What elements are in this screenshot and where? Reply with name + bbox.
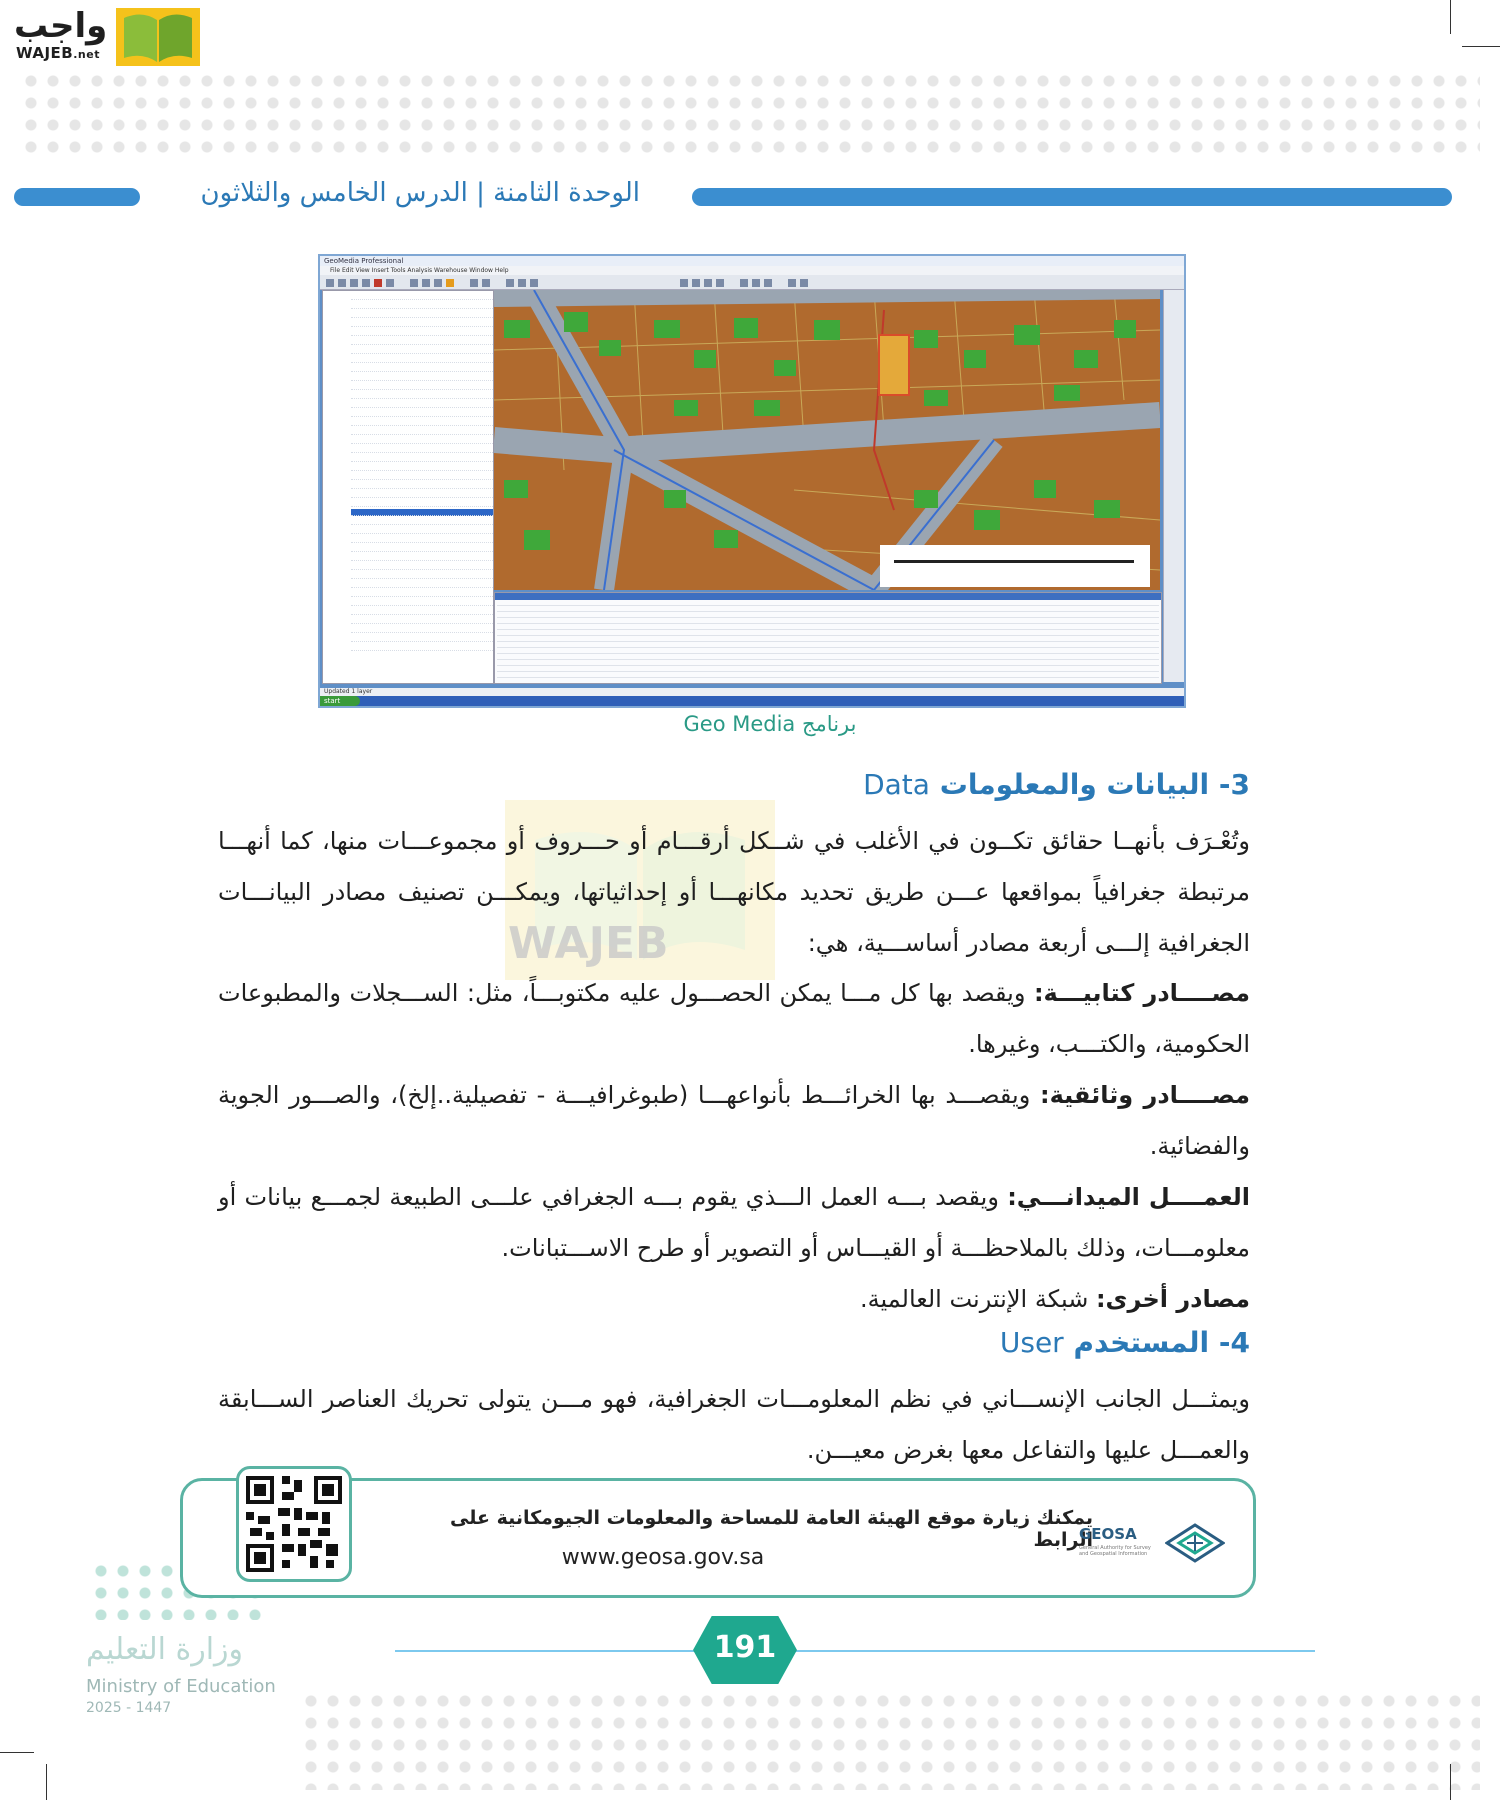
qr-code-icon [246,1476,342,1572]
section-4-title-en: User [999,1326,1064,1359]
geosa-visit-text: يمكنك زيارة موقع الهيئة العامة للمساحة والمعلومات الجيومكانية على الرابط [450,1507,1093,1551]
source-term: مصادر أخرى: [1095,1285,1250,1313]
watermark-text: WAJEB [508,918,669,969]
section-3-intro: وتُعْـرَف بأنهــا حقائق تكــون في الأغلب في شــكل أرقـــام أو حـــروف أو مجموعـــات منها، كما أنهـــا مرتبطة جغرافياً بمواقعها عـــن طريق تحديد مكانهـــا أو إحداثياتها، ويمكـــن تصنيف مصادر البيانـــات الجغرافية إلـــى أربعة مصادر أساســـية، هي: [218,827,1250,957]
crop-mark [1450,1764,1451,1800]
page-number: 191 [713,1630,777,1665]
source-item-other [218,1274,1250,1325]
source-term: العمــــل الميدانـــي: [1007,1183,1250,1211]
figure-caption: برنامج Geo Media [683,712,857,736]
header-bar-right [692,188,1452,206]
footer-line [395,1650,1315,1652]
source-desc: شبكة الإنترنت العالمية. [860,1285,1096,1313]
geosa-url[interactable]: www.geosa.gov.sa [561,1545,765,1570]
section-3-title-en: Data [863,768,930,801]
attribute-table [494,592,1162,684]
layer-control-panel [322,290,494,684]
page-number-badge [685,1610,805,1690]
footer-dots [300,1690,1480,1790]
wajeb-logo [12,6,192,66]
source-desc: ويقصد بـــه العمل الـــذي يقوم بـــه الجغرافي علـــى الطبيعة لجمـــع بيانات أو معلومـــات، وذلك بالملاحظـــة أو القيـــاس أو التصوير أو طرح الاســـتبانات. [218,1183,1250,1262]
book-icon [116,8,200,66]
section-4-heading [218,1326,1250,1359]
source-term: مصــــادر كتابيـــة: [1033,979,1250,1007]
geosa-emblem-icon [1165,1523,1225,1563]
unit-lesson-title: الوحدة الثامنة | الدرس الخامس والثلاثون [200,178,640,208]
ministry-year: 2025 - 1447 [86,1700,172,1716]
source-term: مصــــادر وثائقية: [1039,1081,1250,1109]
section-4-text: ويمثـــل الجانب الإنســـاني في نظم المعلومـــات الجغرافية، فهو مـــن يتولى تحريك العناصر الســـابقة والعمـــل عليها والتفاعل معها بغرض معيـــن. [218,1385,1250,1464]
source-item-fieldwork [218,1172,1250,1274]
crop-mark [1450,0,1451,34]
crop-mark [1462,46,1500,47]
start-button: start [320,696,360,706]
window-menu: File Edit View Insert Tools Analysis Warehouse Window Help [320,266,1184,275]
map-graphic [494,290,1160,590]
header-dots [20,70,1480,160]
source-item-documentary [218,1070,1250,1172]
source-item-written [218,968,1250,1070]
ministry-name-ar: وزارة التعليم [86,1632,244,1667]
logo-arabic: واجب [14,6,108,46]
ministry-name-en: Ministry of Education [86,1676,276,1697]
toolbar-icons [320,276,1184,290]
section-3-heading [218,768,1250,801]
logo-latin [16,44,100,62]
logo-latin-text: WAJEB [16,44,74,62]
window-toolbar [320,275,1184,290]
map-view [494,290,1160,590]
source-desc: ويقصد بها كل مـــا يمكن الحصـــول عليه مكتوبـــاً، مثل: الســـجلات والمطبوعات الحكومية، والكتـــب، وغيرها. [218,979,1250,1058]
map-tools-sidebar [1163,290,1184,682]
window-title: GeoMedia Professional [320,256,1184,266]
qr-code[interactable] [236,1466,352,1582]
windows-taskbar [320,696,1184,706]
geosa-logo-name: GEOSA [1079,1525,1137,1543]
crop-mark [0,1752,34,1753]
geomedia-screenshot [318,254,1186,708]
geosa-logo-sub: General Authority for Survey and Geospatial Information [1079,1545,1151,1557]
geosa-logo [1079,1523,1229,1563]
section-3-title-ar: 3- البيانات والمعلومات [939,768,1250,801]
header-bar-left [14,188,140,206]
section-4-title-ar: 4- المستخدم [1073,1326,1250,1359]
source-desc: ويقصـــد بها الخرائـــط بأنواعهـــا (طبوغرافيـــة - تفصيلية..إلخ)، والصـــور الجوية والفضائية. [218,1081,1250,1160]
status-bar: Updated 1 layer [320,688,1184,696]
crop-mark [46,1764,47,1800]
logo-suffix: .net [73,48,100,61]
